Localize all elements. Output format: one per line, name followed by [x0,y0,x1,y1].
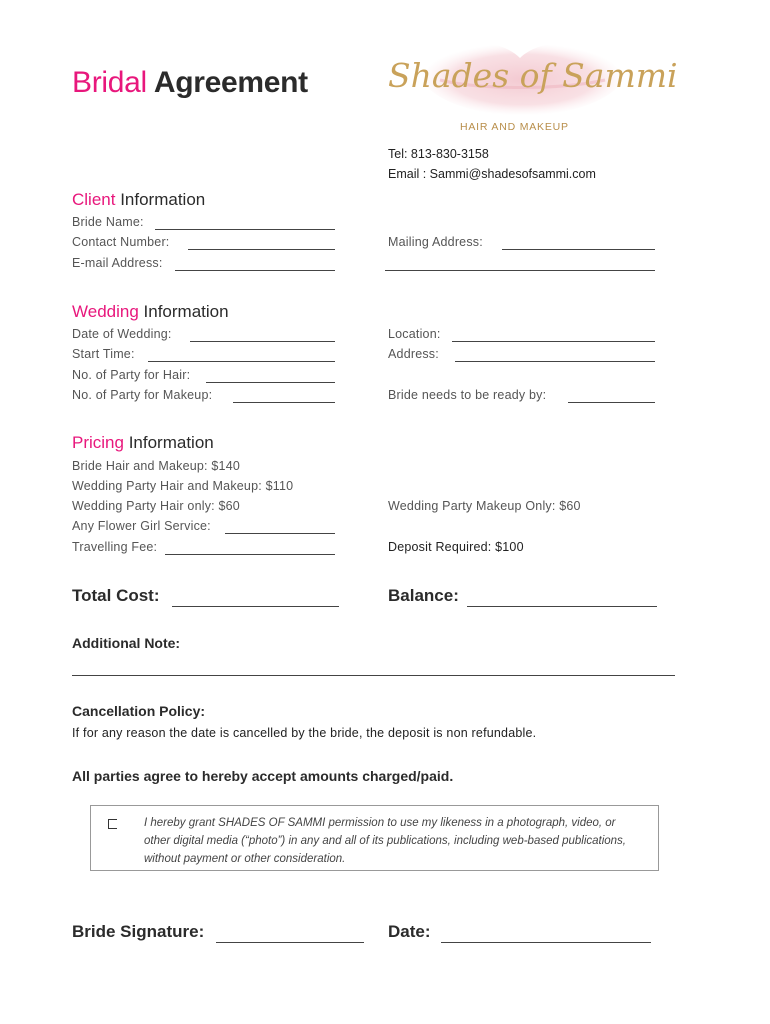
balance-field[interactable] [467,606,657,607]
pricing-heading-rest: Information [128,433,214,452]
pricing-info-heading [72,433,214,453]
bride-hair-makeup-price: Bride Hair and Makeup: $140 [72,459,240,473]
party-hair-makeup-price: Wedding Party Hair and Makeup: $110 [72,479,294,493]
bride-name-field[interactable] [155,229,335,230]
brand-logo [380,28,678,138]
mailing-address-label: Mailing Address: [388,235,483,249]
page-title [72,66,308,100]
cancellation-heading: Cancellation Policy: [72,703,206,719]
contact-number-label: Contact Number: [72,235,170,249]
balance-label: Balance: [388,586,459,605]
consent-text: I hereby grant SHADES OF SAMMI permission to use my likeness in a photograph, video, or other digital media (“photo”) in any and all of its publications, including web-based publications, without payment or other consideration. [144,817,627,865]
contact-number-field[interactable] [188,249,335,250]
location-label: Location: [388,327,441,341]
wedding-heading-rest: Information [143,302,229,321]
party-hair-only-price: Wedding Party Hair only: $60 [72,499,240,513]
flower-girl-label: Any Flower Girl Service: [72,519,211,533]
ready-by-field[interactable] [568,402,655,403]
cancellation-text: If for any reason the date is cancelled by the bride, the deposit is non refundable. [72,726,537,740]
consent-checkbox[interactable] [108,819,117,829]
flower-girl-field[interactable] [225,533,335,534]
mailing-address-field[interactable] [502,249,655,250]
logo-tagline: HAIR AND MAKEUP [460,121,569,133]
travelling-fee-field[interactable] [165,554,335,555]
agreement-statement: All parties agree to hereby accept amounts charged/paid. [72,768,454,784]
bride-signature-label: Bride Signature: [72,922,205,941]
party-makeup-field[interactable] [233,402,335,403]
mailing-address-field-2[interactable] [385,270,655,271]
logo-script-text: Shades of Sammi [388,56,678,95]
start-time-field[interactable] [148,361,335,362]
start-time-label: Start Time: [72,347,135,361]
address-label: Address: [388,347,439,361]
deposit-required: Deposit Required: $100 [388,540,524,554]
email-label: E-mail Address: [72,256,163,270]
travelling-fee-label: Travelling Fee: [72,540,158,554]
location-field[interactable] [452,341,655,342]
client-heading-highlight: Client [72,190,116,209]
signature-date-field[interactable] [441,942,651,943]
consent-box [90,805,659,871]
wedding-heading-highlight: Wedding [72,302,139,321]
address-field[interactable] [455,361,655,362]
party-hair-label: No. of Party for Hair: [72,368,191,382]
title-rest: Agreement [153,66,308,99]
bride-name-label: Bride Name: [72,215,144,229]
client-heading-rest: Information [120,190,206,209]
party-hair-field[interactable] [206,382,335,383]
additional-note-label: Additional Note: [72,635,181,651]
wedding-date-field[interactable] [190,341,335,342]
bride-signature-field[interactable] [216,942,364,943]
ready-by-label: Bride needs to be ready by: [388,388,547,402]
total-cost-label: Total Cost: [72,586,160,605]
signature-date-label: Date: [388,922,431,941]
phone-number: Tel: 813-830-3158 [388,147,489,161]
pricing-heading-highlight: Pricing [72,433,124,452]
total-cost-field[interactable] [172,606,339,607]
title-highlight: Bridal [72,66,147,99]
email-address: Email : Sammi@shadesofsammi.com [388,167,596,181]
email-field[interactable] [175,270,335,271]
wedding-date-label: Date of Wedding: [72,327,172,341]
party-makeup-label: No. of Party for Makeup: [72,388,213,402]
party-makeup-only-price: Wedding Party Makeup Only: $60 [388,499,581,513]
client-info-heading [72,190,205,210]
additional-note-field[interactable] [72,675,675,676]
wedding-info-heading [72,302,229,322]
